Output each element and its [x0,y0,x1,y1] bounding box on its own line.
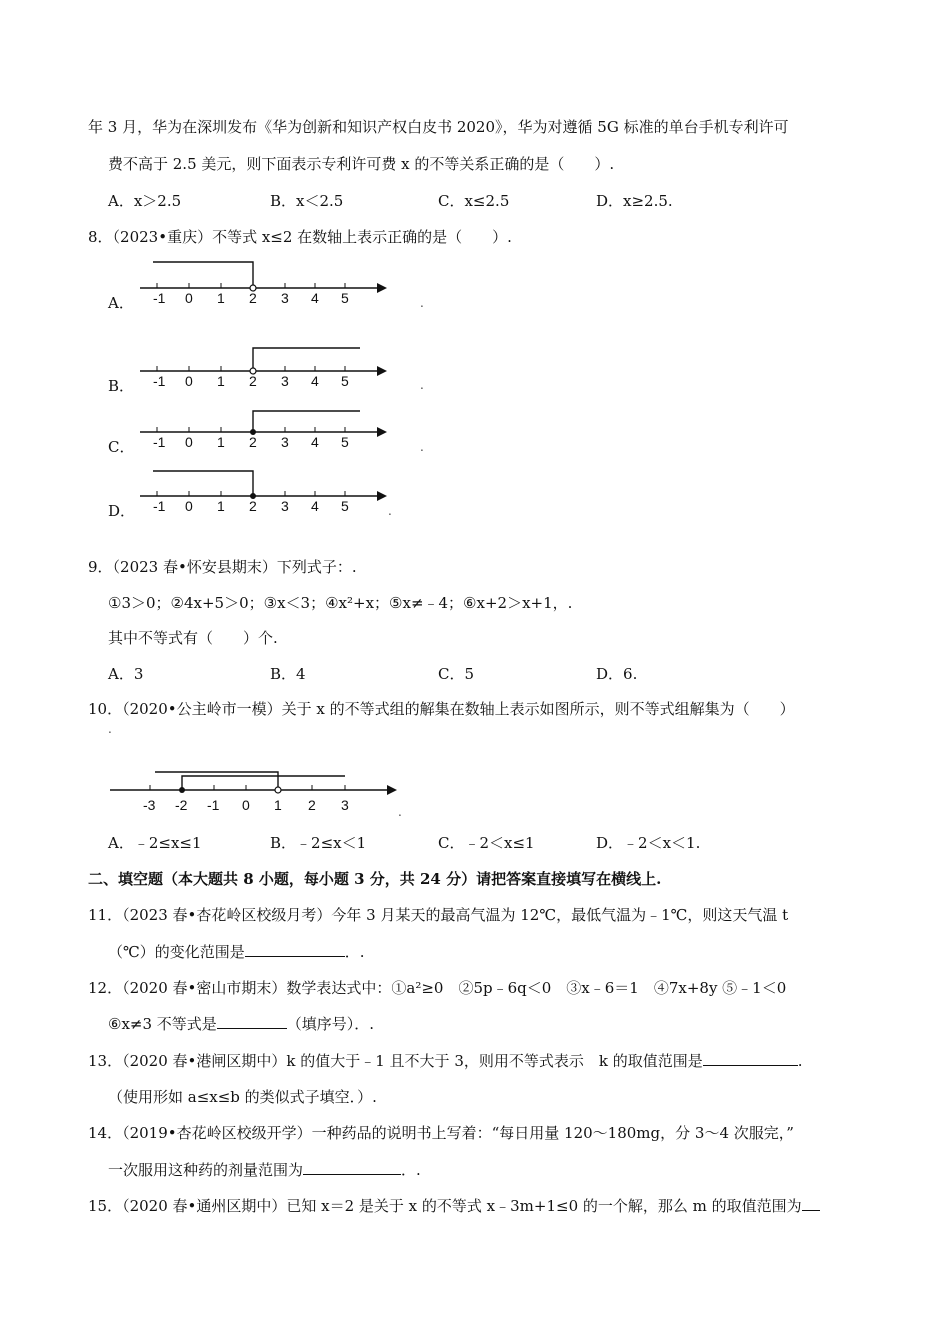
tick-label: 3 [281,290,289,305]
tick-label: 4 [311,373,319,388]
tick-label: 1 [217,290,225,305]
tick-label: -1 [207,797,220,813]
q15-text: 15．（2020 春•通州区期中）已知 x＝2 是关于 x 的不等式 x﹣3m+1≤0 的一个解，那么 m 的取值范围为 [88,1197,802,1215]
tick-label: 1 [217,373,225,388]
section-2-title: 二、填空题（本大题共 8 小题，每小题 3 分，共 24 分）请把答案直接填写在横线上. [88,870,662,888]
q11-line1: 11．（2023 春•杏花岭区校级月考）今年 3 月某天的最高气温为 12℃，最低气温为﹣1℃，则这天气温 t [88,906,789,924]
q12-tail: （填序号）．. [286,1015,375,1033]
q15-answer-blank[interactable] [802,1196,820,1211]
q9-stem: 9．（2023 春•怀安县期末）下列式子：. [88,558,357,576]
tick-label: 2 [249,498,257,513]
tick-label: 3 [281,434,289,449]
tick-label: -1 [153,498,166,513]
tick-label: 0 [185,498,193,513]
q7-option-a: A．x＞2.5 [108,192,182,210]
tick-label: 1 [217,498,225,513]
tick-label: -1 [153,373,166,388]
q12-answer-blank[interactable] [217,1014,287,1029]
q10-numberline [105,764,405,824]
tick-label: 0 [242,797,250,813]
q10-stem: 10．（2020•公主岭市一模）关于 x 的不等式组的解集在数轴上表示如图所示，则不等式组解集为（ ） [88,700,795,718]
q8-numberline-c [135,399,395,449]
q9-items: ①3＞0；②4x+5＞0；③x＜3；④x²+x；⑤x≠﹣4；⑥x+2＞x+1，. [108,594,573,612]
q13-tail: . [797,1052,803,1070]
q7-option-b: B．x＜2.5 [270,192,344,210]
q7-line2: 费不高于 2.5 美元，则下面表示专利许可费 x 的不等关系正确的是（ ）. [108,155,615,173]
tick-label: 4 [311,498,319,513]
q9-option-b: B．4 [270,665,306,683]
q9-option-d: D．6. [596,665,638,683]
tick-label: 1 [274,797,282,813]
tick-label: 2 [249,290,257,305]
q12-line2 [108,1014,374,1034]
q10-option-c: C．﹣2＜x≤1 [438,834,535,852]
tick-label: 0 [185,434,193,449]
tick-label: 5 [341,290,349,305]
q9-question: 其中不等式有（ ）个. [108,629,278,647]
q9-option-a: A．3 [108,665,144,683]
q12-text: ⑥x≠3 不等式是 [108,1015,217,1033]
tick-label: -3 [143,797,156,813]
tick-label: 2 [249,434,257,449]
q7-option-c: C．x≤2.5 [438,192,510,210]
q8-label-c: C． [108,438,135,456]
q10-option-a: A．﹣2≤x≤1 [108,834,202,852]
q14-line1: 14．（2019•杏花岭区校级开学）一种药品的说明书上写着：“每日用量 120～180mg，分 3～4 次服完，” [88,1124,794,1142]
q8-numberline-b [135,338,395,388]
q13-line1 [88,1051,803,1071]
tick-label: -2 [175,797,188,813]
tick-label: 3 [281,373,289,388]
tick-label: 4 [311,290,319,305]
q14-text: 一次服用这种药的剂量范围为 [108,1161,304,1179]
q11-answer-blank[interactable] [245,942,345,957]
tick-label: 4 [311,434,319,449]
q9-option-c: C．5 [438,665,475,683]
tick-label: 5 [341,434,349,449]
q7-line1: 年 3 月，华为在深圳发布《华为创新和知识产权白皮书 2020》，华为对遵循 5G 标准的单台手机专利许可 [88,118,789,136]
q8-numberline-a [135,255,395,305]
tick-label: -1 [153,434,166,449]
q14-tail: ．. [401,1161,421,1179]
q13-line2: （使用形如 a≤x≤b 的类似式子填空．）. [108,1088,377,1106]
q10-option-b: B．﹣2≤x＜1 [270,834,367,852]
tick-label: 1 [217,434,225,449]
tick-label: 2 [249,373,257,388]
q11-text: （℃）的变化范围是 [108,943,245,961]
tick-label: -1 [153,290,166,305]
q14-line2 [108,1160,421,1180]
tick-label: 0 [185,373,193,388]
tick-label: 2 [308,797,316,813]
q12-line1: 12．（2020 春•密山市期末）数学表达式中：①a²≥0 ②5p﹣6q＜0 ③x﹣6＝1 ④7x+8y ⑤﹣1＜0 [88,979,787,997]
q10-option-d: D．﹣2＜x＜1. [596,834,701,852]
q11-line2 [108,942,365,962]
tick-label: 5 [341,498,349,513]
q8-stem: 8．（2023•重庆）不等式 x≤2 在数轴上表示正确的是（ ）. [88,228,512,246]
q13-answer-blank[interactable] [703,1051,798,1066]
q8-label-a: A． [108,294,134,312]
tick-label: 0 [185,290,193,305]
q7-option-d: D．x≥2.5. [596,192,673,210]
q8-numberline-d [135,463,395,513]
q15-line1 [88,1196,820,1216]
tick-label: 3 [341,797,349,813]
q11-tail: ．. [344,943,365,961]
q13-text: 13．（2020 春•港闸区期中）k 的值大于﹣1 且不大于 3，则用不等式表示 k 的取值范围是 [88,1052,703,1070]
tick-label: 5 [341,373,349,388]
q8-label-b: B． [108,377,135,395]
q14-answer-blank[interactable] [303,1160,401,1175]
tick-label: 3 [281,498,289,513]
q8-label-d: D． [108,502,136,520]
